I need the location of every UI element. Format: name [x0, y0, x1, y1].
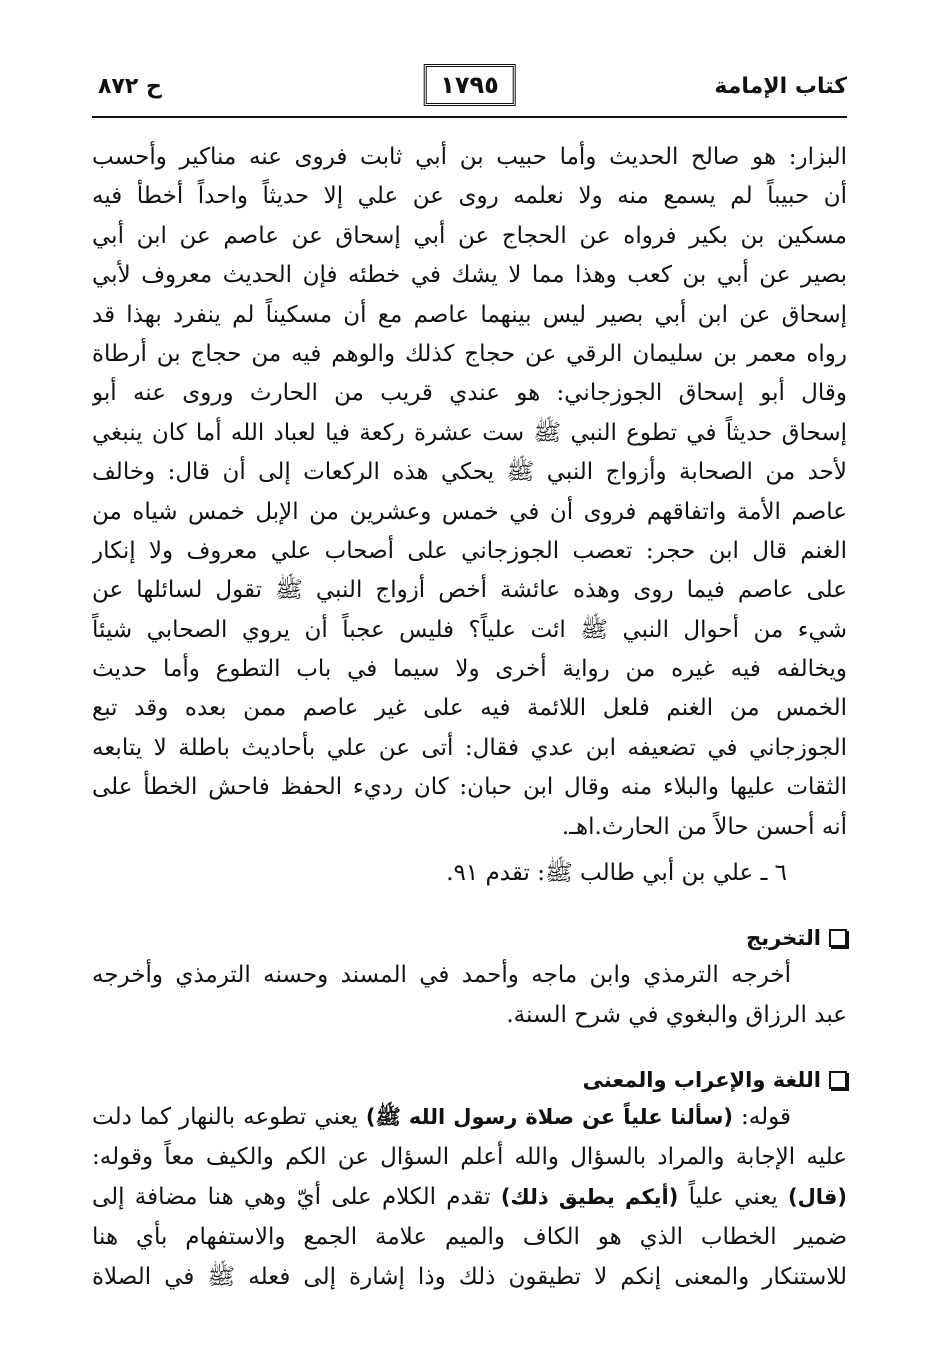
lugha-section — [92, 1063, 847, 1297]
text-line: بصير عن أبي بن كعب وهذا مما لا يشك في خطئه فإن الحديث معروف لأبي — [92, 262, 847, 289]
book-page — [92, 62, 847, 1312]
lugha-heading — [92, 1063, 847, 1097]
text-line: البزار: هو صالح الحديث وأما حبيب بن أبي ثابت فروى عنه مناكير وأحسب — [92, 144, 847, 170]
text-span: يعني علياً — [678, 1184, 788, 1211]
takhrij-heading — [92, 921, 847, 955]
text-line: شيء من أحوال النبي ﷺ ائت علياً؟ فليس عجباً أن يروي الصحابي شيئاً — [92, 616, 847, 643]
text-line: عاصم الأمة واتفاقهم فروى أن في خمس وعشرين من الإبل خمس شياه من — [92, 498, 847, 525]
text-line — [92, 1097, 847, 1137]
lugha-heading-label: اللغة والإعراب والمعنى — [582, 1068, 821, 1093]
text-line: عليه الإجابة والمراد بالسؤال والله أعلم السؤال عن الكم والكيف معاً وقوله: — [92, 1144, 847, 1171]
text-line: إسحاق عن ابن أبي بصير ليس بينهما عاصم مع أن مسكيناً لم ينفرد بهذا قد — [92, 301, 847, 328]
quoted-phrase: (قال) — [787, 1185, 847, 1210]
text-line — [92, 1177, 847, 1217]
page-number-box: ١٧٩٥ — [423, 64, 516, 106]
text-span: قوله: — [733, 1104, 791, 1131]
text-span: يعني تطوعه بالنهار كما دلت — [92, 1104, 366, 1131]
takhrij-section — [92, 921, 847, 1035]
quoted-phrase: (سألنا علياً عن صلاة رسول الله ﷺ) — [365, 1105, 734, 1130]
text-line: أنه أحسن حالاً من الحارث.اهـ. — [561, 813, 847, 840]
square-bullet-icon — [829, 1071, 847, 1089]
text-line: عبد الرزاق والبغوي في شرح السنة. — [506, 1002, 847, 1029]
text-line: الخمس من الغنم فلعل اللائمة فيه على غير عاصم ممن بعده وقد تبع — [92, 695, 847, 722]
commentary-text — [92, 138, 847, 893]
text-line: ويخالفه فيه غيره من رواية أخرى ولا سيما في باب التطوع وأما حديث — [92, 656, 847, 683]
text-line: ضمير الخطاب الذي هو الكاف والميم علامة الجمع والاستفهام بأي هنا — [92, 1224, 847, 1251]
text-span: تقدم الكلام على أيّ وهي هنا مضافة إلى — [92, 1184, 501, 1211]
square-bullet-icon — [829, 929, 847, 947]
page-header — [92, 62, 847, 120]
text-line: رواه معمر بن سليمان الرقي عن حجاج كذلك والوهم فيه من حجاج بن أرطاة — [92, 340, 847, 367]
text-line: أخرجه الترمذي وابن ماجه وأحمد في المسند وحسنه الترمذي وأخرجه — [92, 962, 791, 989]
text-line: مسكين بن بكير فرواه عن الحجاج عن أبي إسحاق عن عاصم عن ابن أبي — [92, 222, 847, 249]
text-line: وقال أبو إسحاق الجوزجاني: هو عندي قريب من الحارث وروى عنه أبو — [92, 380, 847, 407]
text-line: على عاصم فيما روى وهذه عائشة أخص أزواج النبي ﷺ تقول لسائلها عن — [92, 577, 847, 604]
quoted-phrase: (أيكم يطيق ذلك) — [500, 1185, 679, 1210]
book-title: كتاب الإمامة — [714, 74, 847, 99]
text-line: الثقات عليها والبلاء منه وقال ابن حبان: كان رديء الحفظ فاحش الخطأ على — [92, 774, 847, 801]
text-line: لأحد من الصحابة وأزواج النبي ﷺ يحكي هذه الركعات إلى أن قال: وخالف — [92, 459, 847, 486]
text-line: الجوزجاني في تضعيفه ابن عدي فقال: أتى عن علي بأحاديث باطلة لا يتابعه — [92, 734, 847, 761]
narrator-item: ٦ ـ علي بن أبي طالب ﷺ: تقدم ٩١. — [446, 860, 787, 887]
text-line: الغنم قال ابن حجر: تعصب الجوزجاني على أصحاب علي معروف ولا إنكار — [92, 537, 847, 564]
hadith-number: ح ٨٧٢ — [98, 74, 162, 99]
text-line: أن حبيباً لم يسمع منه ولا نعلمه روى عن علي إلا حديثاً واحداً أخطأ فيه — [92, 183, 847, 210]
text-line: إسحاق حديثاً في تطوع النبي ﷺ ست عشرة ركعة فيا لعباد الله أما كان ينبغي — [92, 419, 847, 446]
takhrij-heading-label: التخريج — [746, 926, 821, 951]
text-line: للاستنكار والمعنى إنكم لا تطيقون ذلك وذا إشارة إلى فعله ﷺ في الصلاة — [92, 1264, 847, 1291]
header-divider — [92, 116, 847, 118]
